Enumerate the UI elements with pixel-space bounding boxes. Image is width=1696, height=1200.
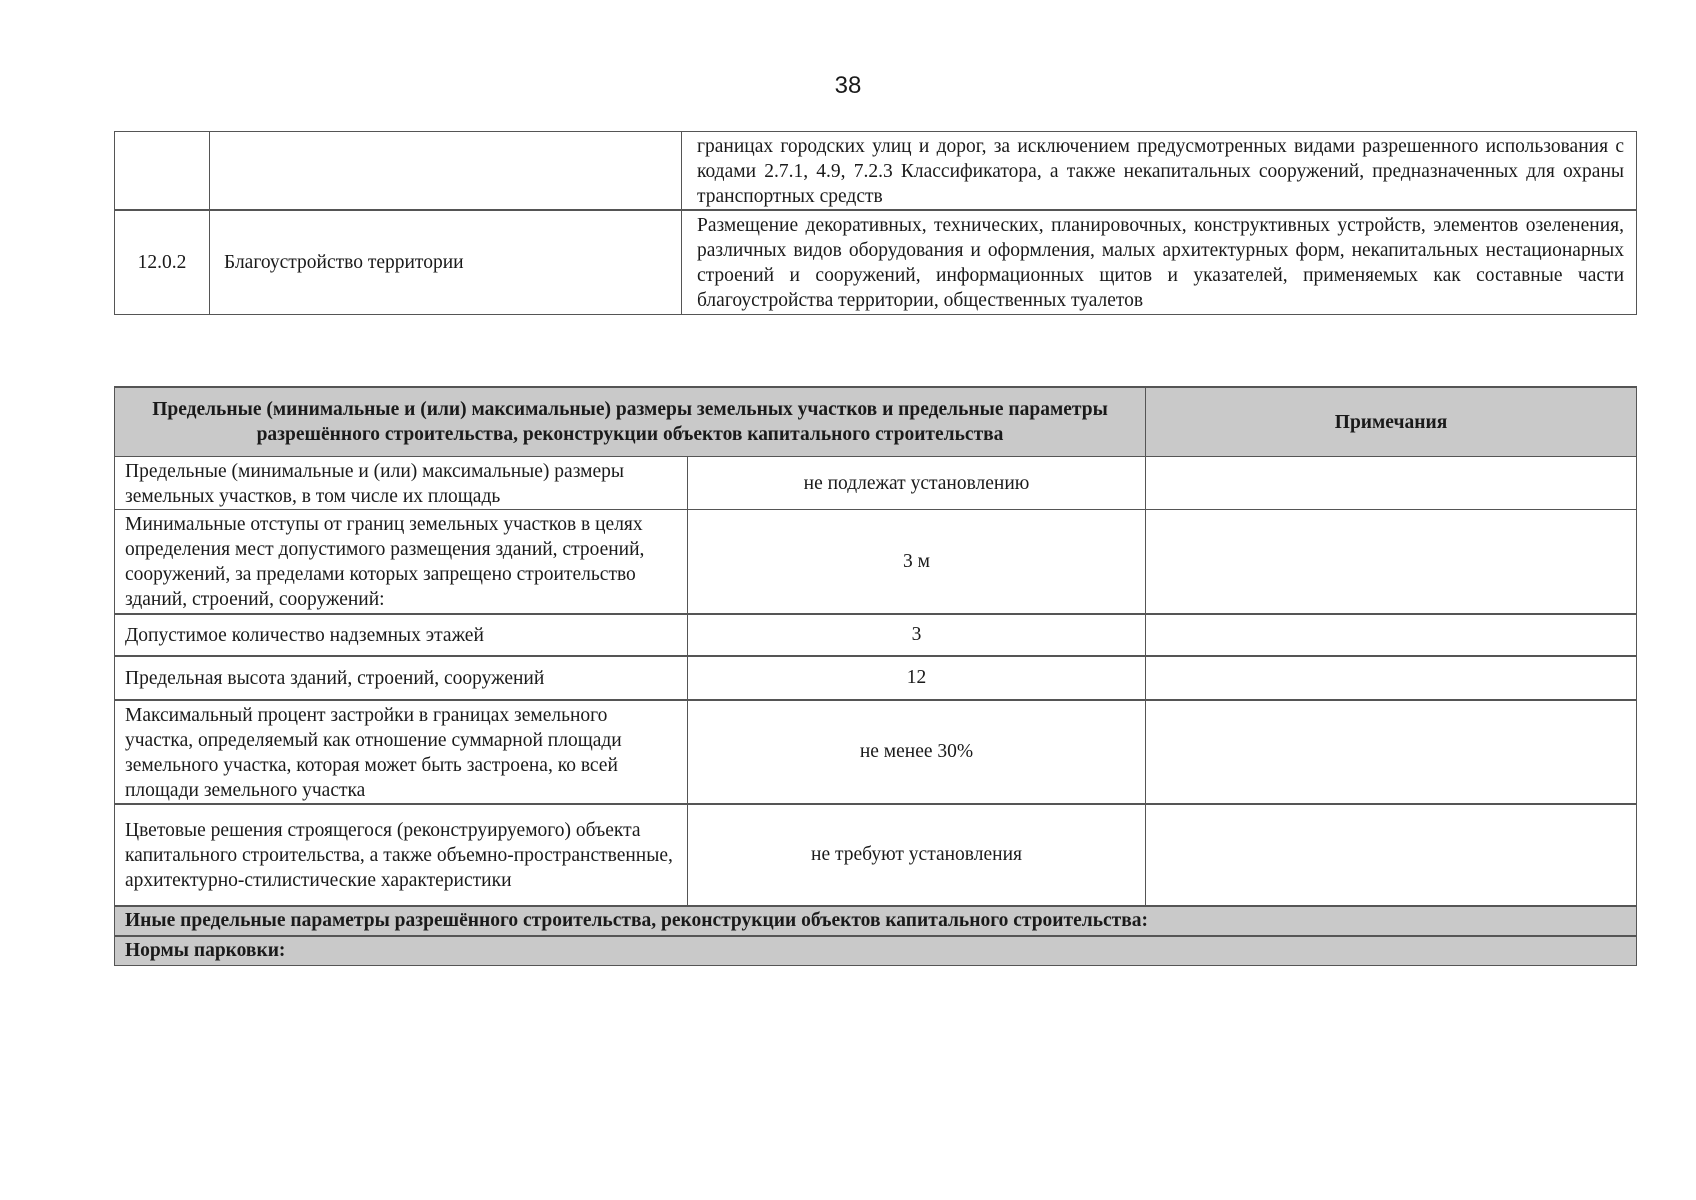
- use-code: [115, 132, 210, 211]
- params-header-main: Предельные (минимальные и (или) максимальные) размеры земельных участков и предельные параметры разрешённого строительства, реконструкции объектов капитального строительства: [115, 387, 1146, 457]
- param-note: [1146, 457, 1637, 510]
- param-value: не менее 30%: [688, 700, 1146, 804]
- param-value: 12: [688, 656, 1146, 700]
- use-description: границах городских улиц и дорог, за исключением предусмотренных видами разрешенного использования с кодами 2.7.1, 4.9, 7.2.3 Классификатора, а также некапитальных сооружений, предназначенных для охраны транспортных средств: [682, 132, 1637, 211]
- section-parking-label: Нормы парковки:: [115, 936, 1637, 966]
- table-row: [115, 457, 1637, 510]
- params-table: [114, 386, 1637, 966]
- use-description: Размещение декоративных, технических, планировочных, конструктивных устройств, элементов озеленения, различных видов оборудования и оформления, малых архитектурных форм, некапитальных нестационарных строений и сооружений, информационных щитов и указателей, применяемых как составные части благоустройства территории, общественных туалетов: [682, 210, 1637, 315]
- params-header-notes: Примечания: [1146, 387, 1637, 457]
- table-row: [115, 210, 1637, 315]
- use-code: 12.0.2: [115, 210, 210, 315]
- table-row: [115, 700, 1637, 804]
- param-name: Предельная высота зданий, строений, сооружений: [115, 656, 688, 700]
- section-other-label: Иные предельные параметры разрешённого строительства, реконструкции объектов капитального строительства:: [115, 906, 1637, 936]
- param-name: Минимальные отступы от границ земельных участков в целях определения мест допустимого размещения зданий, строений, сооружений, за пределами которых запрещено строительство зданий, строений, сооружений:: [115, 510, 688, 614]
- land-use-table: [114, 131, 1637, 315]
- param-note: [1146, 614, 1637, 656]
- param-value: 3 м: [688, 510, 1146, 614]
- use-name: Благоустройство территории: [210, 210, 682, 315]
- param-note: [1146, 510, 1637, 614]
- params-header-row: [115, 387, 1637, 457]
- param-name: Цветовые решения строящегося (реконструируемого) объекта капитального строительства, а также объемно-пространственные, архитектурно-стилистические характеристики: [115, 804, 688, 906]
- section-row-other: [115, 906, 1637, 936]
- table-row: [115, 804, 1637, 906]
- param-note: [1146, 656, 1637, 700]
- page-number: 38: [834, 72, 862, 99]
- use-name: [210, 132, 682, 211]
- table-row: [115, 132, 1637, 211]
- param-note: [1146, 804, 1637, 906]
- param-name: Максимальный процент застройки в границах земельного участка, определяемый как отношение суммарной площади земельного участка, которая может быть застроена, ко всей площади земельного участка: [115, 700, 688, 804]
- table-row: [115, 510, 1637, 614]
- param-value: не подлежат установлению: [688, 457, 1146, 510]
- table-row: [115, 656, 1637, 700]
- param-name: Предельные (минимальные и (или) максимальные) размеры земельных участков, в том числе их площадь: [115, 457, 688, 510]
- param-note: [1146, 700, 1637, 804]
- section-row-parking: [115, 936, 1637, 966]
- table-row: [115, 614, 1637, 656]
- param-name: Допустимое количество надземных этажей: [115, 614, 688, 656]
- param-value: не требуют установления: [688, 804, 1146, 906]
- param-value: 3: [688, 614, 1146, 656]
